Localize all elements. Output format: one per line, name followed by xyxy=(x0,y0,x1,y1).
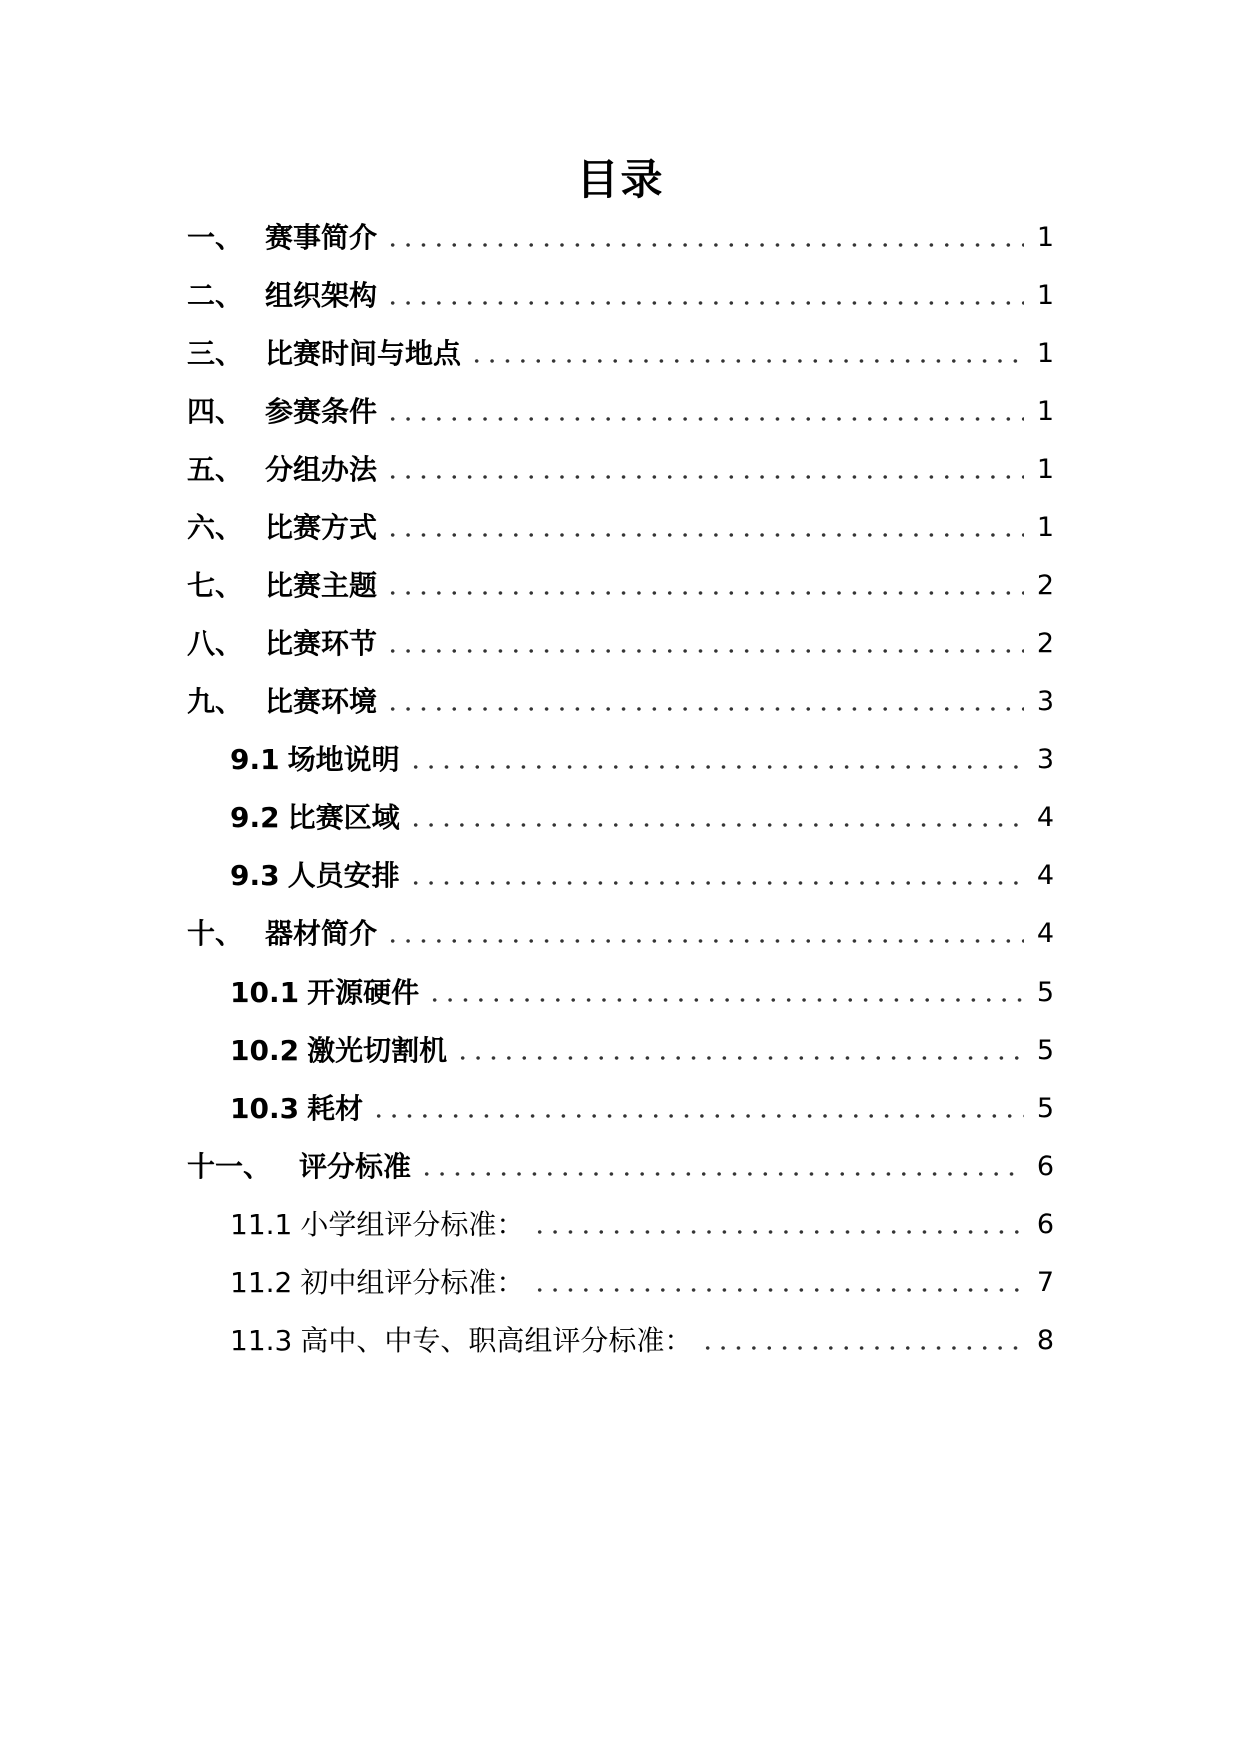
toc-entry-text: 比赛主题 xyxy=(265,569,378,602)
toc-entry-text: 高中、中专、职高组评分标准： xyxy=(300,1324,693,1357)
toc-page-number: 5 xyxy=(1036,1035,1054,1066)
toc-entry-text: 比赛区域 xyxy=(287,801,400,834)
toc-page-number: 2 xyxy=(1036,570,1054,601)
toc-entry-text: 器材简介 xyxy=(265,917,378,950)
toc-dot-leader xyxy=(385,591,1024,595)
toc-entry-number: 十一、 xyxy=(187,1150,272,1183)
toc-page-number: 8 xyxy=(1036,1325,1054,1356)
toc-entry-text: 比赛方式 xyxy=(265,511,378,544)
toc-dot-leader xyxy=(532,1288,1024,1292)
toc-entry-number: 11.1 xyxy=(230,1208,293,1241)
toc-page-number: 1 xyxy=(1036,512,1054,543)
toc-entry-text: 评分标准 xyxy=(299,1150,412,1183)
toc-entry-number: 一、 xyxy=(187,221,244,254)
toc-page-number: 3 xyxy=(1036,744,1054,775)
toc-dot-leader xyxy=(371,1114,1024,1118)
toc-entry-text: 参赛条件 xyxy=(265,395,378,428)
toc-dot-leader xyxy=(700,1346,1024,1350)
toc-entry[interactable] xyxy=(187,450,1054,490)
toc-dot-leader xyxy=(408,881,1024,885)
toc-entry-number: 十、 xyxy=(187,917,244,950)
toc-entry-number: 四、 xyxy=(187,395,244,428)
toc-dot-leader xyxy=(408,765,1024,769)
toc-entry-text: 赛事简介 xyxy=(265,221,378,254)
toc-subentry[interactable] xyxy=(230,1205,1054,1245)
toc-page-number: 6 xyxy=(1036,1209,1054,1240)
toc-page-number: 1 xyxy=(1036,396,1054,427)
toc-dot-leader xyxy=(469,359,1024,363)
toc-entry-text: 组织架构 xyxy=(265,279,378,312)
toc-entry-number: 10.3 xyxy=(230,1092,300,1125)
toc-dot-leader xyxy=(419,1172,1024,1176)
toc-entry-text: 比赛时间与地点 xyxy=(265,337,462,370)
toc-entry-number: 七、 xyxy=(187,569,244,602)
toc-entry-text: 开源硬件 xyxy=(307,976,420,1009)
toc-entry-number: 六、 xyxy=(187,511,244,544)
toc-subentry[interactable] xyxy=(230,798,1054,838)
toc-entry-text: 激光切割机 xyxy=(307,1034,448,1067)
toc-subentry[interactable] xyxy=(230,1263,1054,1303)
toc-entry-text: 比赛环节 xyxy=(265,627,378,660)
toc-dot-leader xyxy=(385,533,1024,537)
toc-entry-number: 11.2 xyxy=(230,1266,293,1299)
toc-dot-leader xyxy=(385,475,1024,479)
toc-entry-number: 9.1 xyxy=(230,743,280,776)
toc-page-number: 5 xyxy=(1036,977,1054,1008)
toc-entry-number: 五、 xyxy=(187,453,244,486)
toc-dot-leader xyxy=(385,417,1024,421)
toc-entry[interactable] xyxy=(187,334,1054,374)
toc-dot-leader xyxy=(455,1056,1024,1060)
toc-dot-leader xyxy=(385,243,1024,247)
toc-page-number: 1 xyxy=(1036,338,1054,369)
toc-entry[interactable] xyxy=(187,1147,1054,1187)
toc-page-number: 4 xyxy=(1036,802,1054,833)
toc-entry-number: 二、 xyxy=(187,279,244,312)
toc-page-number: 1 xyxy=(1036,454,1054,485)
toc-entry[interactable] xyxy=(187,508,1054,548)
toc-page-number: 1 xyxy=(1036,280,1054,311)
toc-subentry[interactable] xyxy=(230,856,1054,896)
toc-page-number: 2 xyxy=(1036,628,1054,659)
toc-entry-text: 初中组评分标准： xyxy=(300,1266,525,1299)
toc-entry-number: 9.3 xyxy=(230,859,280,892)
toc-page-number: 4 xyxy=(1036,918,1054,949)
toc-entry[interactable] xyxy=(187,218,1054,258)
toc-page-number: 6 xyxy=(1036,1151,1054,1182)
toc-entry-number: 三、 xyxy=(187,337,244,370)
toc-entry-text: 分组办法 xyxy=(265,453,378,486)
toc-dot-leader xyxy=(385,301,1024,305)
toc-entry-number: 11.3 xyxy=(230,1324,293,1357)
toc-page-number: 3 xyxy=(1036,686,1054,717)
toc-entry[interactable] xyxy=(187,276,1054,316)
toc-entry-number: 9.2 xyxy=(230,801,280,834)
toc-subentry[interactable] xyxy=(230,740,1054,780)
toc-dot-leader xyxy=(385,707,1024,711)
toc-entry-number: 10.1 xyxy=(230,976,300,1009)
toc-page-number: 4 xyxy=(1036,860,1054,891)
toc-entry-text: 耗材 xyxy=(307,1092,364,1125)
toc-title: 目录 xyxy=(576,155,665,204)
toc-dot-leader xyxy=(385,939,1024,943)
toc-entry[interactable] xyxy=(187,682,1054,722)
toc-dot-leader xyxy=(385,649,1024,653)
toc-entry-number: 九、 xyxy=(187,685,244,718)
toc-entry-text: 场地说明 xyxy=(287,743,400,776)
toc-page-number: 5 xyxy=(1036,1093,1054,1124)
toc-entry[interactable] xyxy=(187,392,1054,432)
toc-subentry[interactable] xyxy=(230,973,1054,1013)
toc-entry-text: 比赛环境 xyxy=(265,685,378,718)
toc-dot-leader xyxy=(532,1230,1024,1234)
toc-entry[interactable] xyxy=(187,624,1054,664)
toc-page-number: 1 xyxy=(1036,222,1054,253)
toc-page-number: 7 xyxy=(1036,1267,1054,1298)
toc-entry-number: 10.2 xyxy=(230,1034,300,1067)
toc-entry-text: 小学组评分标准： xyxy=(300,1208,525,1241)
toc-subentry[interactable] xyxy=(230,1321,1054,1361)
toc-entry-number: 八、 xyxy=(187,627,244,660)
toc-entry[interactable] xyxy=(187,566,1054,606)
toc-subentry[interactable] xyxy=(230,1089,1054,1129)
toc-dot-leader xyxy=(408,823,1024,827)
toc-dot-leader xyxy=(427,998,1024,1002)
toc-entry[interactable] xyxy=(187,914,1054,954)
toc-subentry[interactable] xyxy=(230,1031,1054,1071)
toc-entry-text: 人员安排 xyxy=(287,859,400,892)
